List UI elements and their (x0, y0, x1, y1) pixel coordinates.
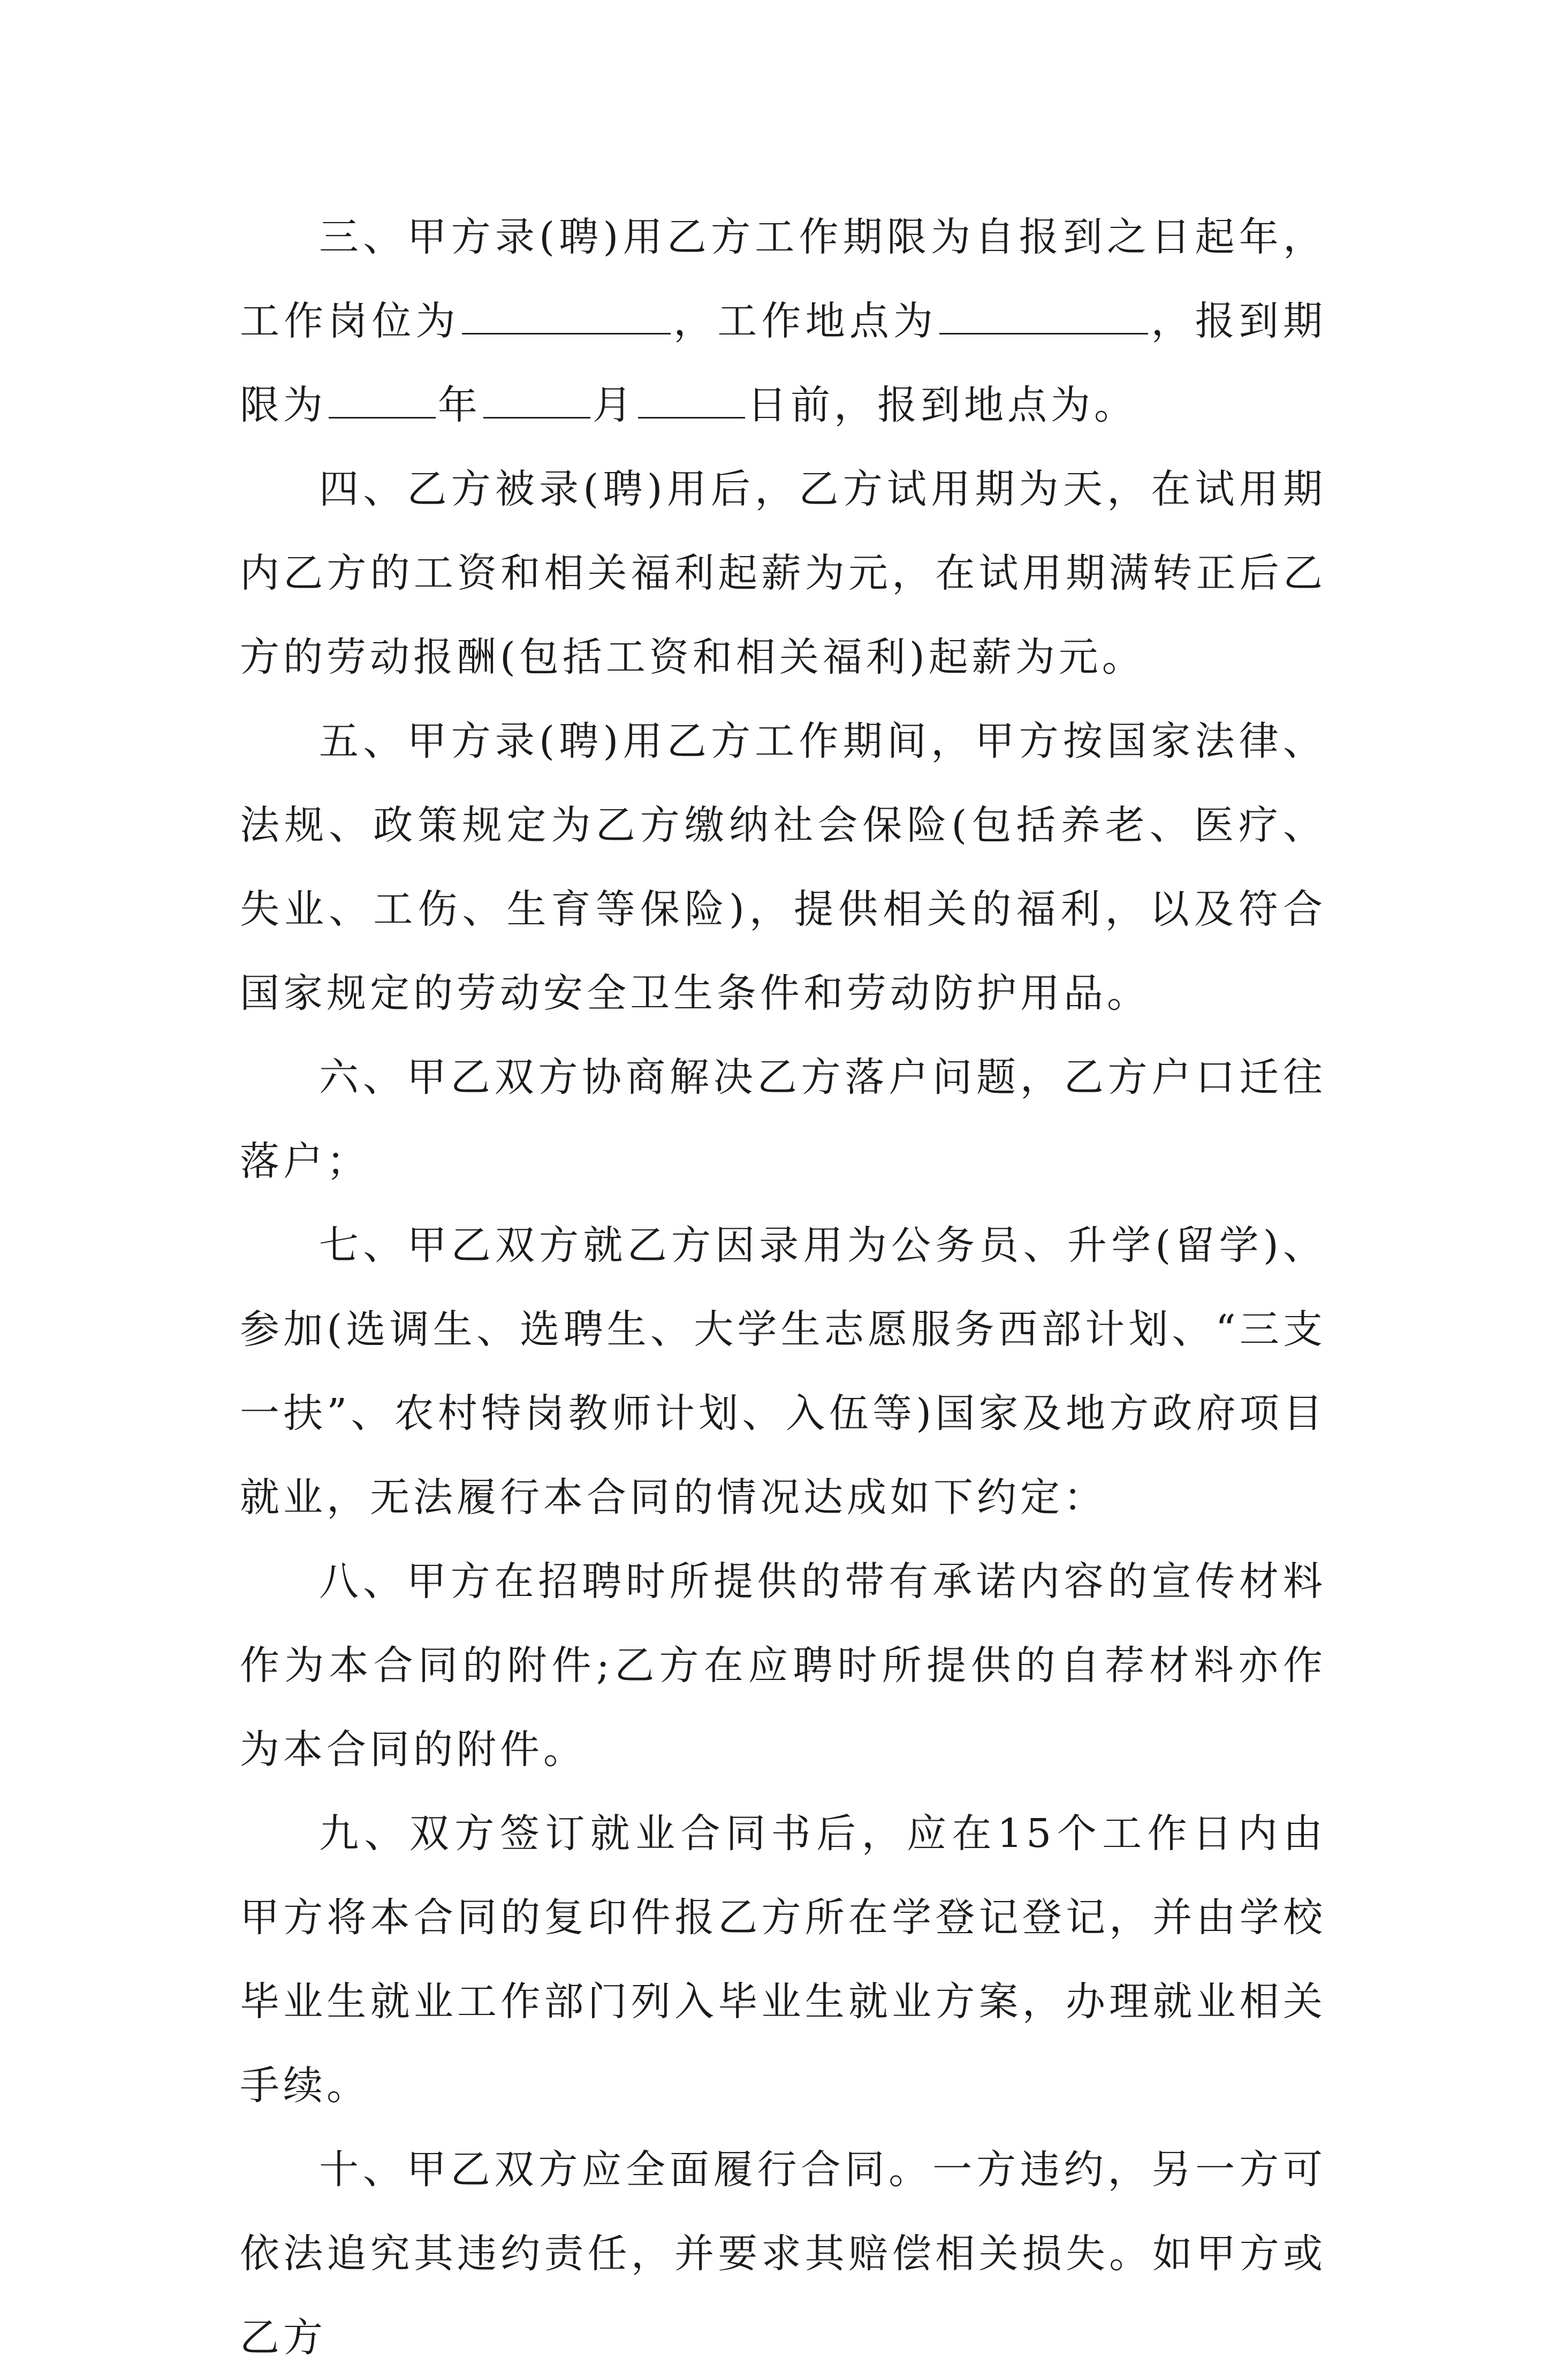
clause-3 (240, 195, 1326, 447)
clause-6: 六、甲乙双方协商解决乙方落户问题，乙方户口迁往落户； (240, 1054, 1326, 1184)
clause-3-text-f: 日前，报到地点为。 (747, 382, 1137, 428)
work-location-blank (939, 299, 1148, 334)
report-month-blank (483, 383, 590, 419)
clause-10: 十、甲乙双方应全面履行合同。一方违约，另一方可依法追究其违约责任，并要求其赔偿相关损失。如甲方或乙方 (240, 2147, 1326, 2361)
document-page (240, 195, 1326, 2380)
clause-4: 四、乙方被录(聘)用后，乙方试用期为天，在试用期内乙方的工资和相关福利起薪为元，在试用期满转正后乙方的劳动报酬(包括工资和相关福利)起薪为元。 (240, 466, 1326, 680)
job-position-blank (462, 299, 671, 334)
clause-9: 九、双方签订就业合同书后，应在15个工作日内由甲方将本合同的复印件报乙方所在学登记登记，并由学校毕业生就业工作部门列入毕业生就业方案，办理就业相关手续。 (240, 1811, 1326, 2109)
clause-7: 七、甲乙双方就乙方因录用为公务员、升学(留学)、参加(选调生、选聘生、大学生志愿服务西部计划、“三支一扶”、农村特岗教师计划、入伍等)国家及地方政府项目就业，无法履行本合同的情况达成如下约定： (240, 1222, 1326, 1520)
report-day-blank (638, 383, 745, 419)
clause-3-text-b: ，工作地点为 (672, 298, 938, 344)
clause-3-text-a: 三、甲方录(聘)用乙方工作期限为自报到之日起年，工作岗位为 (240, 214, 1326, 344)
clause-3-text-e: 月 (593, 382, 636, 428)
clause-5: 五、甲方录(聘)用乙方工作期间，甲方按国家法律、法规、政策规定为乙方缴纳社会保险(包括养老、医疗、失业、工伤、生育等保险)，提供相关的福利，以及符合国家规定的劳动安全卫生条件和劳动防护用品。 (240, 718, 1326, 1016)
report-year-blank (329, 383, 436, 419)
clause-3-text-d: 年 (438, 382, 481, 428)
clause-3-text-c: ，报到期限为 (240, 298, 1326, 428)
clause-8: 八、甲方在招聘时所提供的带有承诺内容的宣传材料作为本合同的附件;乙方在应聘时所提供的自荐材料亦作为本合同的附件。 (240, 1558, 1326, 1773)
